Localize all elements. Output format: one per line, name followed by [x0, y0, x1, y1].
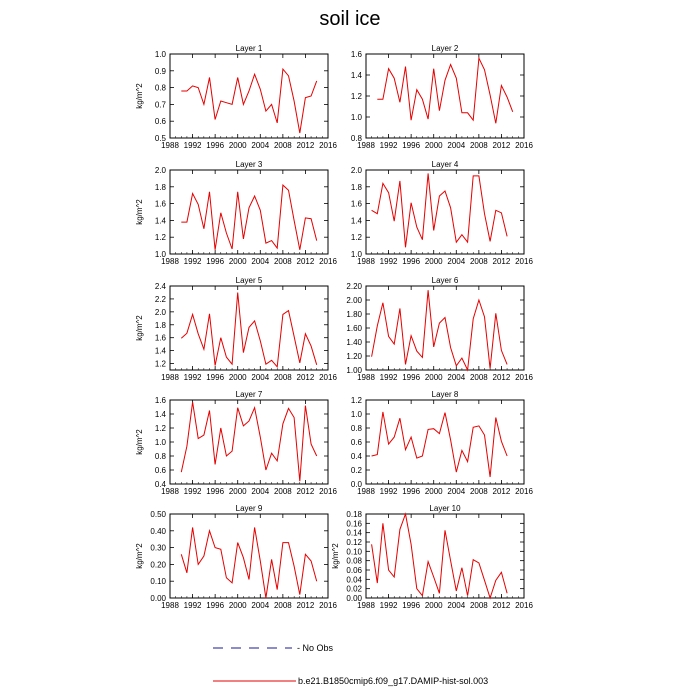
- series-line-layer-4: [372, 173, 508, 247]
- x-tick-label: 2004: [251, 257, 270, 266]
- x-tick-label: 2000: [228, 487, 247, 496]
- x-tick-label: 2008: [469, 257, 488, 266]
- y-tick-label: 2.0: [350, 166, 362, 175]
- y-tick-label: 1.4: [154, 216, 166, 226]
- y-tick-label: 0.6: [154, 117, 166, 127]
- y-tick-label: 1.0: [154, 438, 166, 447]
- y-axis-label: kg/m^2: [135, 83, 144, 109]
- y-tick-label: 0.08: [346, 556, 362, 566]
- x-tick-label: 1988: [357, 601, 375, 610]
- y-tick-label: 1.00: [346, 366, 362, 375]
- y-tick-label: 1.0: [154, 50, 166, 59]
- x-tick-label: 2008: [469, 141, 488, 150]
- x-tick-label: 2012: [492, 601, 511, 610]
- x-tick-label: 2000: [228, 601, 247, 610]
- x-tick-label: 1996: [206, 257, 225, 266]
- x-tick-label: 2004: [251, 141, 270, 150]
- y-tick-label: 0.4: [154, 480, 166, 489]
- y-tick-label: 0.20: [150, 560, 166, 570]
- y-tick-label: 1.40: [346, 338, 362, 347]
- y-tick-label: 0.30: [150, 543, 166, 553]
- x-tick-label: 2000: [424, 257, 443, 266]
- x-tick-label: 1988: [161, 487, 179, 496]
- plot-frame: [170, 54, 328, 138]
- x-tick-label: 1992: [183, 487, 202, 496]
- x-tick-label: 1992: [379, 257, 398, 266]
- plot-frame: [366, 286, 524, 370]
- chart-title-layer-10: Layer 10: [429, 504, 461, 513]
- y-tick-label: 1.4: [350, 71, 362, 80]
- y-axis-label: kg/m^2: [135, 315, 144, 341]
- x-tick-label: 2016: [319, 601, 337, 610]
- x-tick-label: 2000: [424, 601, 443, 610]
- x-tick-label: 1992: [183, 257, 202, 266]
- x-tick-label: 2004: [447, 141, 466, 150]
- y-tick-label: 0.8: [154, 83, 166, 93]
- x-tick-label: 2016: [319, 257, 337, 266]
- y-tick-label: 0.18: [346, 510, 362, 519]
- y-tick-label: 2.4: [154, 282, 166, 291]
- x-tick-label: 2012: [296, 373, 315, 382]
- y-tick-label: 1.0: [154, 250, 166, 259]
- y-tick-label: 0.02: [346, 584, 362, 594]
- x-tick-label: 2016: [515, 601, 533, 610]
- y-tick-label: 2.0: [154, 307, 166, 317]
- x-tick-label: 1992: [183, 373, 202, 382]
- y-tick-label: 1.6: [154, 333, 166, 343]
- chart-title-layer-1: Layer 1: [235, 44, 263, 53]
- x-tick-label: 1996: [402, 487, 421, 496]
- x-tick-label: 2012: [296, 487, 315, 496]
- chart-title-layer-7: Layer 7: [235, 390, 263, 399]
- y-tick-label: 0.00: [346, 594, 362, 603]
- y-tick-label: 0.10: [346, 547, 362, 557]
- y-tick-label: 0.04: [346, 575, 362, 585]
- x-tick-label: 1992: [183, 601, 202, 610]
- x-tick-label: 1988: [161, 141, 179, 150]
- y-tick-label: 0.9: [154, 66, 166, 76]
- x-tick-label: 2004: [251, 487, 270, 496]
- y-tick-label: 0.06: [346, 566, 362, 575]
- y-axis-label: kg/m^2: [331, 543, 340, 569]
- plot-frame: [170, 514, 328, 598]
- x-tick-label: 1996: [206, 373, 225, 382]
- x-tick-label: 1996: [402, 601, 421, 610]
- y-tick-label: 0.0: [350, 480, 362, 489]
- plot-frame: [170, 400, 328, 484]
- x-tick-label: 2016: [515, 487, 533, 496]
- y-tick-label: 0.8: [154, 452, 166, 461]
- x-tick-label: 2004: [447, 487, 466, 496]
- y-tick-label: 1.2: [350, 233, 362, 243]
- chart-layer-5: [135, 276, 337, 382]
- x-tick-label: 2012: [296, 141, 315, 150]
- chart-layer-7: [135, 390, 337, 496]
- x-tick-label: 1996: [206, 601, 225, 610]
- x-tick-label: 2012: [492, 373, 511, 382]
- y-tick-label: 1.2: [154, 359, 166, 369]
- chart-layer-4: [351, 160, 534, 266]
- x-tick-label: 1996: [206, 487, 225, 496]
- y-tick-label: 0.14: [346, 528, 362, 538]
- x-tick-label: 2016: [319, 487, 337, 496]
- y-tick-label: 1.6: [154, 199, 166, 209]
- y-axis-label: kg/m^2: [135, 429, 144, 455]
- x-tick-label: 1996: [402, 141, 421, 150]
- page-title: soil ice: [319, 8, 381, 30]
- x-tick-label: 2016: [515, 373, 533, 382]
- x-tick-label: 2012: [492, 141, 511, 150]
- chart-title-layer-2: Layer 2: [431, 44, 459, 53]
- y-tick-label: 0.16: [346, 519, 362, 529]
- y-tick-label: 1.80: [346, 310, 362, 319]
- y-tick-label: 1.2: [350, 396, 362, 405]
- y-tick-label: 0.40: [150, 526, 166, 536]
- y-tick-label: 2.00: [346, 296, 362, 305]
- chart-layer-1: [135, 44, 337, 150]
- x-tick-label: 2004: [251, 601, 270, 610]
- chart-layer-10: [331, 504, 533, 610]
- y-tick-label: 1.2: [154, 233, 166, 243]
- y-tick-label: 1.4: [350, 216, 362, 226]
- x-tick-label: 2012: [492, 487, 511, 496]
- y-tick-label: 1.0: [350, 410, 362, 419]
- x-tick-label: 2008: [273, 487, 292, 496]
- x-tick-label: 1992: [183, 141, 202, 150]
- chart-layer-9: [135, 504, 337, 610]
- x-tick-label: 2008: [273, 601, 292, 610]
- chart-layer-2: [351, 44, 534, 150]
- x-tick-label: 2008: [469, 601, 488, 610]
- x-tick-label: 1988: [357, 487, 375, 496]
- plot-frame: [170, 170, 328, 254]
- y-tick-label: 1.4: [154, 346, 166, 356]
- y-tick-label: 0.12: [346, 538, 362, 547]
- series-line-layer-2: [377, 58, 512, 123]
- y-tick-label: 0.50: [150, 510, 166, 519]
- legend-model-label: b.e21.B1850cmip6.f09_g17.DAMIP-hist-sol.003: [298, 676, 489, 686]
- x-tick-label: 1988: [161, 257, 179, 266]
- series-line-layer-3: [181, 185, 316, 250]
- y-tick-label: 0.2: [350, 466, 362, 475]
- x-tick-label: 2000: [424, 373, 443, 382]
- chart-layer-3: [135, 160, 337, 266]
- legend-obs-label: - No Obs: [297, 643, 334, 653]
- y-tick-label: 1.8: [154, 182, 166, 192]
- legend: [213, 643, 488, 686]
- x-tick-label: 2004: [447, 601, 466, 610]
- x-tick-label: 2016: [515, 141, 533, 150]
- y-tick-label: 1.60: [346, 324, 362, 333]
- x-tick-label: 2012: [296, 601, 315, 610]
- series-line-layer-6: [372, 290, 508, 370]
- series-line-layer-9: [181, 527, 316, 598]
- y-tick-label: 1.0: [350, 250, 362, 259]
- series-line-layer-1: [181, 69, 316, 133]
- y-tick-label: 1.8: [350, 182, 362, 192]
- y-tick-label: 1.2: [154, 424, 166, 433]
- chart-title-layer-6: Layer 6: [431, 276, 459, 285]
- y-tick-label: 0.7: [154, 100, 166, 110]
- y-tick-label: 2.20: [346, 282, 362, 291]
- y-tick-label: 0.8: [350, 134, 362, 143]
- x-tick-label: 2008: [273, 257, 292, 266]
- chart-layer-6: [346, 276, 533, 382]
- x-tick-label: 2008: [469, 373, 488, 382]
- x-tick-label: 2000: [228, 373, 247, 382]
- x-tick-label: 1996: [402, 373, 421, 382]
- chart-layer-8: [351, 390, 534, 496]
- x-tick-label: 1996: [206, 141, 225, 150]
- y-tick-label: 1.6: [350, 199, 362, 209]
- series-line-layer-8: [372, 412, 508, 477]
- x-tick-label: 1988: [161, 601, 179, 610]
- x-tick-label: 2008: [273, 373, 292, 382]
- y-tick-label: 0.8: [350, 424, 362, 433]
- y-tick-label: 0.6: [154, 466, 166, 475]
- x-tick-label: 2000: [424, 141, 443, 150]
- y-axis-label: kg/m^2: [135, 543, 144, 569]
- y-tick-label: 0.5: [154, 134, 166, 143]
- chart-title-layer-8: Layer 8: [431, 390, 459, 399]
- plot-frame: [366, 514, 524, 598]
- x-tick-label: 1992: [379, 373, 398, 382]
- chart-title-layer-4: Layer 4: [431, 160, 459, 169]
- y-tick-label: 0.00: [150, 594, 166, 603]
- x-tick-label: 1992: [379, 487, 398, 496]
- chart-title-layer-5: Layer 5: [235, 276, 263, 285]
- x-tick-label: 2004: [447, 257, 466, 266]
- x-tick-label: 2016: [515, 257, 533, 266]
- x-tick-label: 2000: [228, 257, 247, 266]
- x-tick-label: 2008: [273, 141, 292, 150]
- x-tick-label: 2012: [296, 257, 315, 266]
- y-tick-label: 1.4: [154, 410, 166, 419]
- x-tick-label: 1996: [402, 257, 421, 266]
- series-line-layer-5: [181, 293, 316, 367]
- x-tick-label: 1988: [357, 141, 375, 150]
- y-tick-label: 0.6: [350, 438, 362, 447]
- x-tick-label: 2012: [492, 257, 511, 266]
- x-tick-label: 1988: [357, 257, 375, 266]
- x-tick-label: 1992: [379, 601, 398, 610]
- x-tick-label: 2004: [447, 373, 466, 382]
- series-line-layer-7: [181, 402, 316, 481]
- x-tick-label: 2000: [228, 141, 247, 150]
- y-tick-label: 0.10: [150, 577, 166, 587]
- x-tick-label: 2008: [469, 487, 488, 496]
- y-tick-label: 1.0: [350, 113, 362, 122]
- series-line-layer-10: [372, 514, 508, 598]
- y-tick-label: 1.8: [154, 320, 166, 330]
- y-tick-label: 1.20: [346, 352, 362, 361]
- x-tick-label: 1992: [379, 141, 398, 150]
- y-tick-label: 1.6: [350, 50, 362, 59]
- x-tick-label: 1988: [161, 373, 179, 382]
- x-tick-label: 2000: [424, 487, 443, 496]
- x-tick-label: 1988: [357, 373, 375, 382]
- y-tick-label: 1.6: [154, 396, 166, 405]
- y-tick-label: 0.4: [350, 452, 362, 461]
- y-axis-label: kg/m^2: [135, 199, 144, 225]
- chart-title-layer-9: Layer 9: [235, 504, 263, 513]
- x-tick-label: 2016: [319, 373, 337, 382]
- chart-title-layer-3: Layer 3: [235, 160, 263, 169]
- x-tick-label: 2004: [251, 373, 270, 382]
- y-tick-label: 1.2: [350, 92, 362, 101]
- y-tick-label: 2.2: [154, 294, 166, 304]
- y-tick-label: 2.0: [154, 166, 166, 175]
- x-tick-label: 2016: [319, 141, 337, 150]
